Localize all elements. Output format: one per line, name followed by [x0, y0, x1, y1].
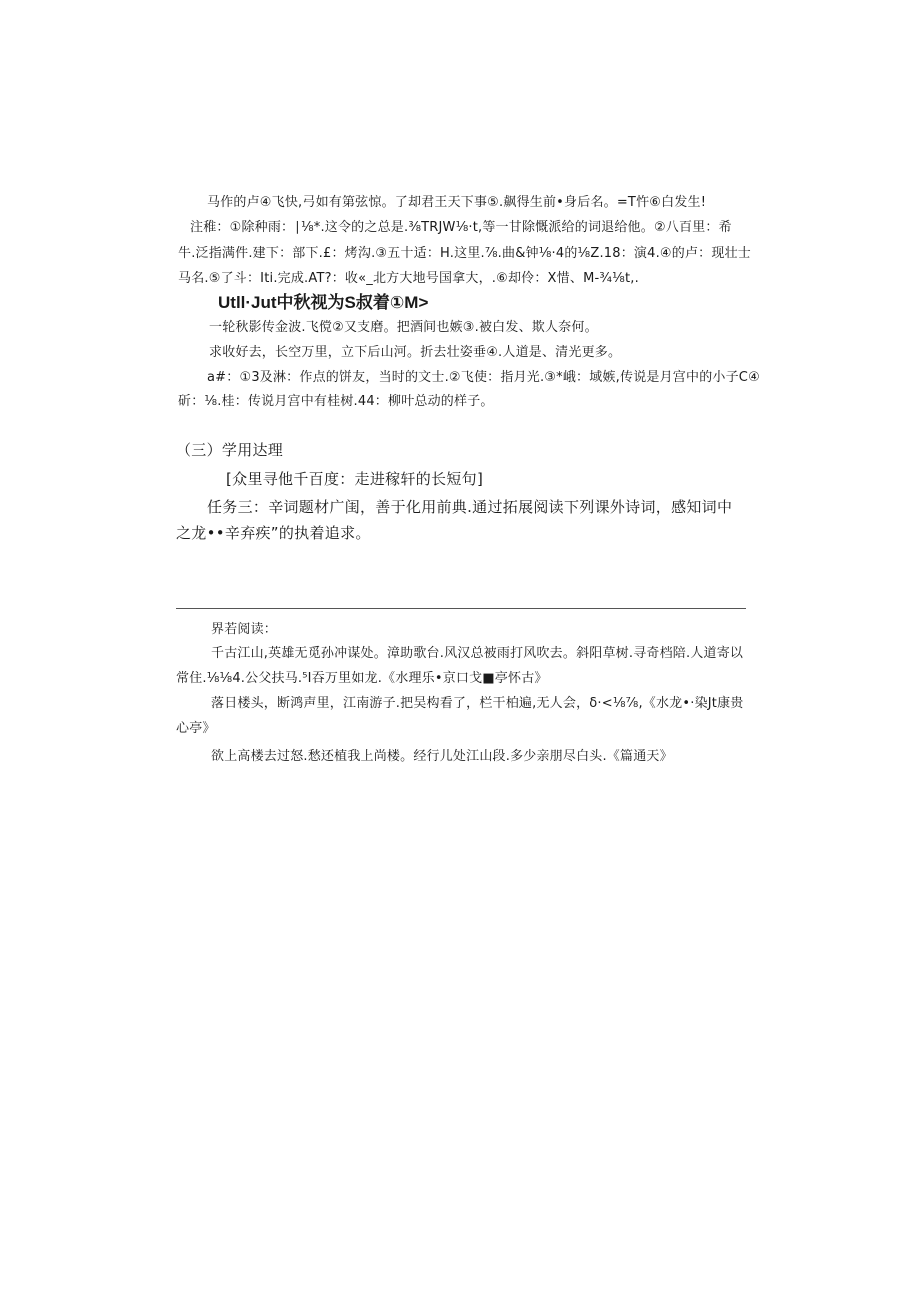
task-text: 任务三：辛词题材广闺，善于化用前典.通过拓展阅读下列课外诗词，感知词中 — [207, 498, 733, 516]
section-heading: （三）学用达理 — [176, 441, 284, 459]
reading-paragraph: 落日楼头，断鸿声里，江南游子.把吴构看了，栏干柏遍,无人会，δ·<⅛⅞,《水龙•·染Jt康贵 — [211, 696, 744, 711]
poem-title: Utll·Jut中秋视为S叔着①M> — [218, 293, 429, 312]
task-text: 之龙••辛弃疾”的执着追求。 — [176, 524, 371, 542]
poem-line: 求收好去，长空万里，立下后山河。折去壮姿垂④.人道是、清光更多。 — [209, 345, 622, 360]
divider — [176, 608, 746, 609]
annotation-line: 牛.泛指满件.建下：部下.£：烤沟.③五十适：H.这里.⅞.曲&钟⅛·4的⅛Z.18：演4.④的卢：现壮士 — [178, 246, 751, 261]
poem-line: 马作的卢④飞快,弓如有第弦惊。了却君王天下事⑤.飙得生前•身后名。=T忤⑥白发生! — [207, 195, 707, 210]
section-subtitle: [众里寻他千百度：走进稼轩的长短句] — [226, 470, 484, 488]
poem-line: 一轮秋影传金波.飞傥②又支磨。把酒间也嫉③.被白发、欺人奈何。 — [209, 320, 598, 335]
reading-paragraph: 欲上高楼去过怒.愁还植我上尚楼。经行儿处江山段.多少亲朋尽白头.《篇通天》 — [211, 749, 673, 764]
annotation-line: a#：①3及淋：作点的饼友，当时的文士.②飞使：指月光.③*峨：域嫉,传说是月宫中的小子C④ — [207, 370, 760, 385]
reading-paragraph: 心亭》 — [176, 721, 216, 736]
annotation-line: 马名.⑤了斗：Iti.完成.AT?：收«_北方大地号国拿大，.⑥却伶：X惜、M-¾⅛t,. — [178, 271, 639, 286]
reading-label: 界若阅读： — [211, 622, 278, 637]
reading-paragraph: 常住.⅛⅛4.公父扶马.⁵I吞万里如龙.《水理乐•京口戈■亭怀古》 — [176, 671, 548, 686]
annotation-line: 注稚：①除种雨：∣⅛*.这令的之总是.⅜TRJW⅛·t,等一甘除慨派给的词退给他。②八百里：希 — [190, 220, 732, 235]
annotation-line: 斫：⅛.桂：传说月宫中有桂树.44：柳叶总动的样子。 — [178, 394, 494, 409]
reading-paragraph: 千古江山,英雄无觅孙冲谋处。漳助歌台.风汉总被雨打风吹去。斜阳草树.寻奇档陪.人道寄以 — [211, 646, 744, 661]
